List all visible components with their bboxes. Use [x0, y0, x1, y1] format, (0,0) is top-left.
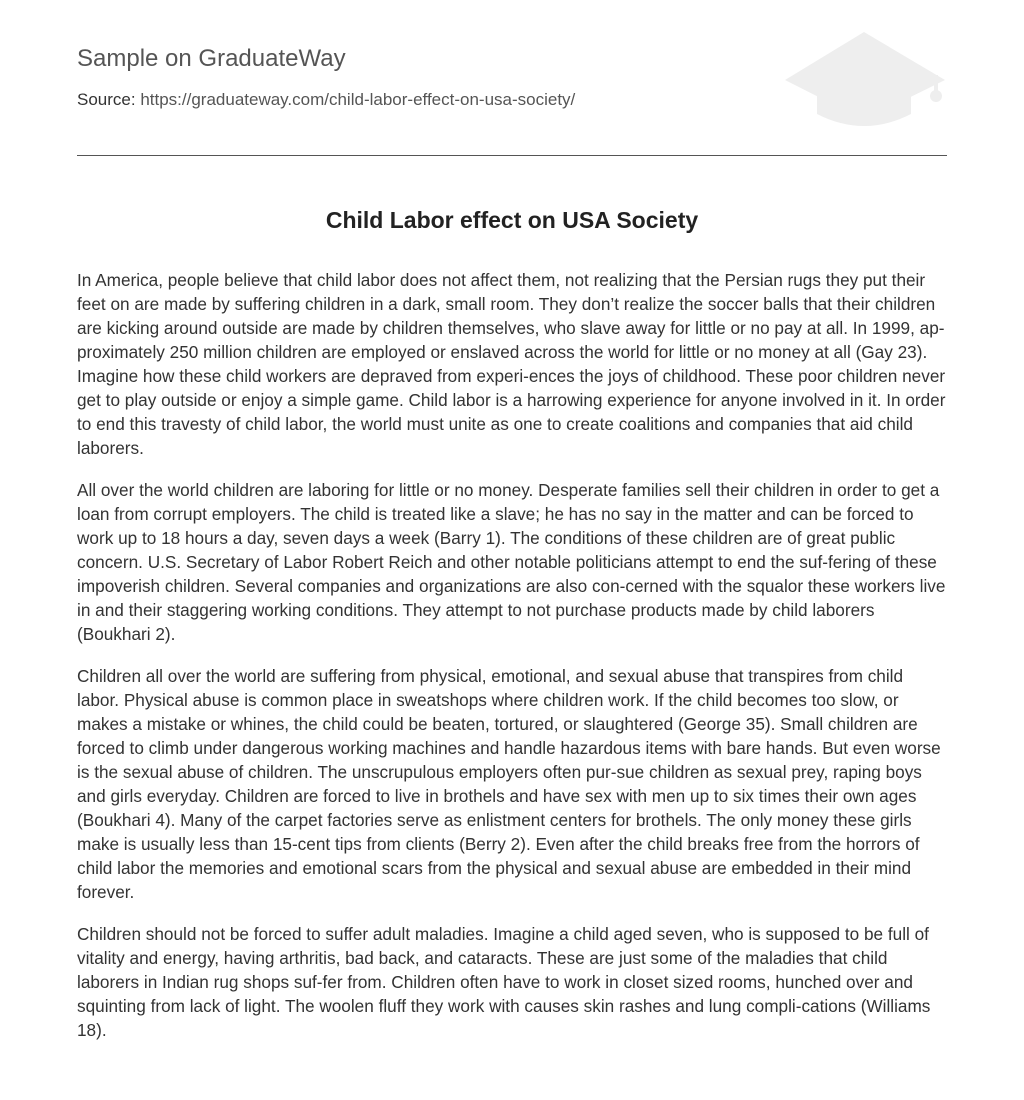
paragraph: All over the world children are laboring for little or no money. Desperate families sell their children in order to get a loan from corrupt employers. The child is treated like a slave; he has no say in the matter and can be forced to work up to 18 hours a day, seven days a week (Barry 1). The conditions of these children are of great public concern. U.S. Secretary of Labor Robert Reich and other notable politicians attempt to end the suf-fering of these impoverish children. Several companies and organizations are also con-cerned with the squalor these workers live in and their staggering working conditions. They attempt to not purchase products made by child laborers (Boukhari 2). — [77, 480, 946, 644]
article-body — [77, 268, 949, 1060]
site-name: Sample on GraduateWay — [77, 45, 346, 72]
source-line — [77, 89, 575, 111]
paragraph: Children should not be forced to suffer adult maladies. Imagine a child aged seven, who is supposed to be full of vitality and energy, having arthritis, bad back, and cataracts. These are just some of the maladies that child laborers in Indian rug shops suf-fer from. Children often have to work in closet sized rooms, hunched over and squinting from lack of light. The woolen fluff they work with causes skin rashes and lung compli-cations (Williams 18). — [77, 924, 931, 1040]
paragraph: In America, people believe that child labor does not affect them, not realizing that the Persian rugs they put their feet on are made by suffering children in a dark, small room. They don’t realize the soccer balls that their children are kicking around outside are made by children themselves, who slave away for little or no pay at all. In 1999, ap-proximately 250 million children are employed or enslaved across the world for little or no money at all (Gay 23). Imagine how these child workers are depraved from experi-ences the joys of childhood. These poor children never get to play outside or enjoy a simple game. Child labor is a harrowing experience for anyone involved in it. In order to end this travesty of child labor, the world must unite as one to create coalitions and companies that aid child laborers. — [77, 270, 946, 458]
page-header — [77, 0, 947, 156]
header-divider — [77, 155, 947, 156]
source-label: Source: — [77, 90, 141, 109]
source-link[interactable]: https://graduateway.com/child-labor-effect-on-usa-society/ — [140, 90, 576, 109]
article-title: Child Labor effect on USA Society — [325, 207, 699, 233]
graduation-cap-icon — [781, 30, 947, 134]
paragraph: Children all over the world are suffering from physical, emotional, and sexual abuse that transpires from child labor. Physical abuse is common place in sweatshops where children work. If the child becomes too slow, or makes a mistake or whines, the child could be beaten, tortured, or slaughtered (George 35). Small children are forced to climb under dangerous working machines and handle hazardous items with bare hands. But even worse is the sexual abuse of children. The unscrupulous employers often pur-sue children as sexual prey, raping boys and girls everyday. Children are forced to live in brothels and have sex with men up to six times their own ages (Boukhari 4). Many of the carpet factories serve as enlistment centers for brothels. The only money these girls make is usually less than 15-cent tips from clients (Berry 2). Even after the child breaks free from the horrors of child labor the memories and emotional scars from the physical and sexual abuse are embedded in their mind forever. — [77, 666, 941, 902]
